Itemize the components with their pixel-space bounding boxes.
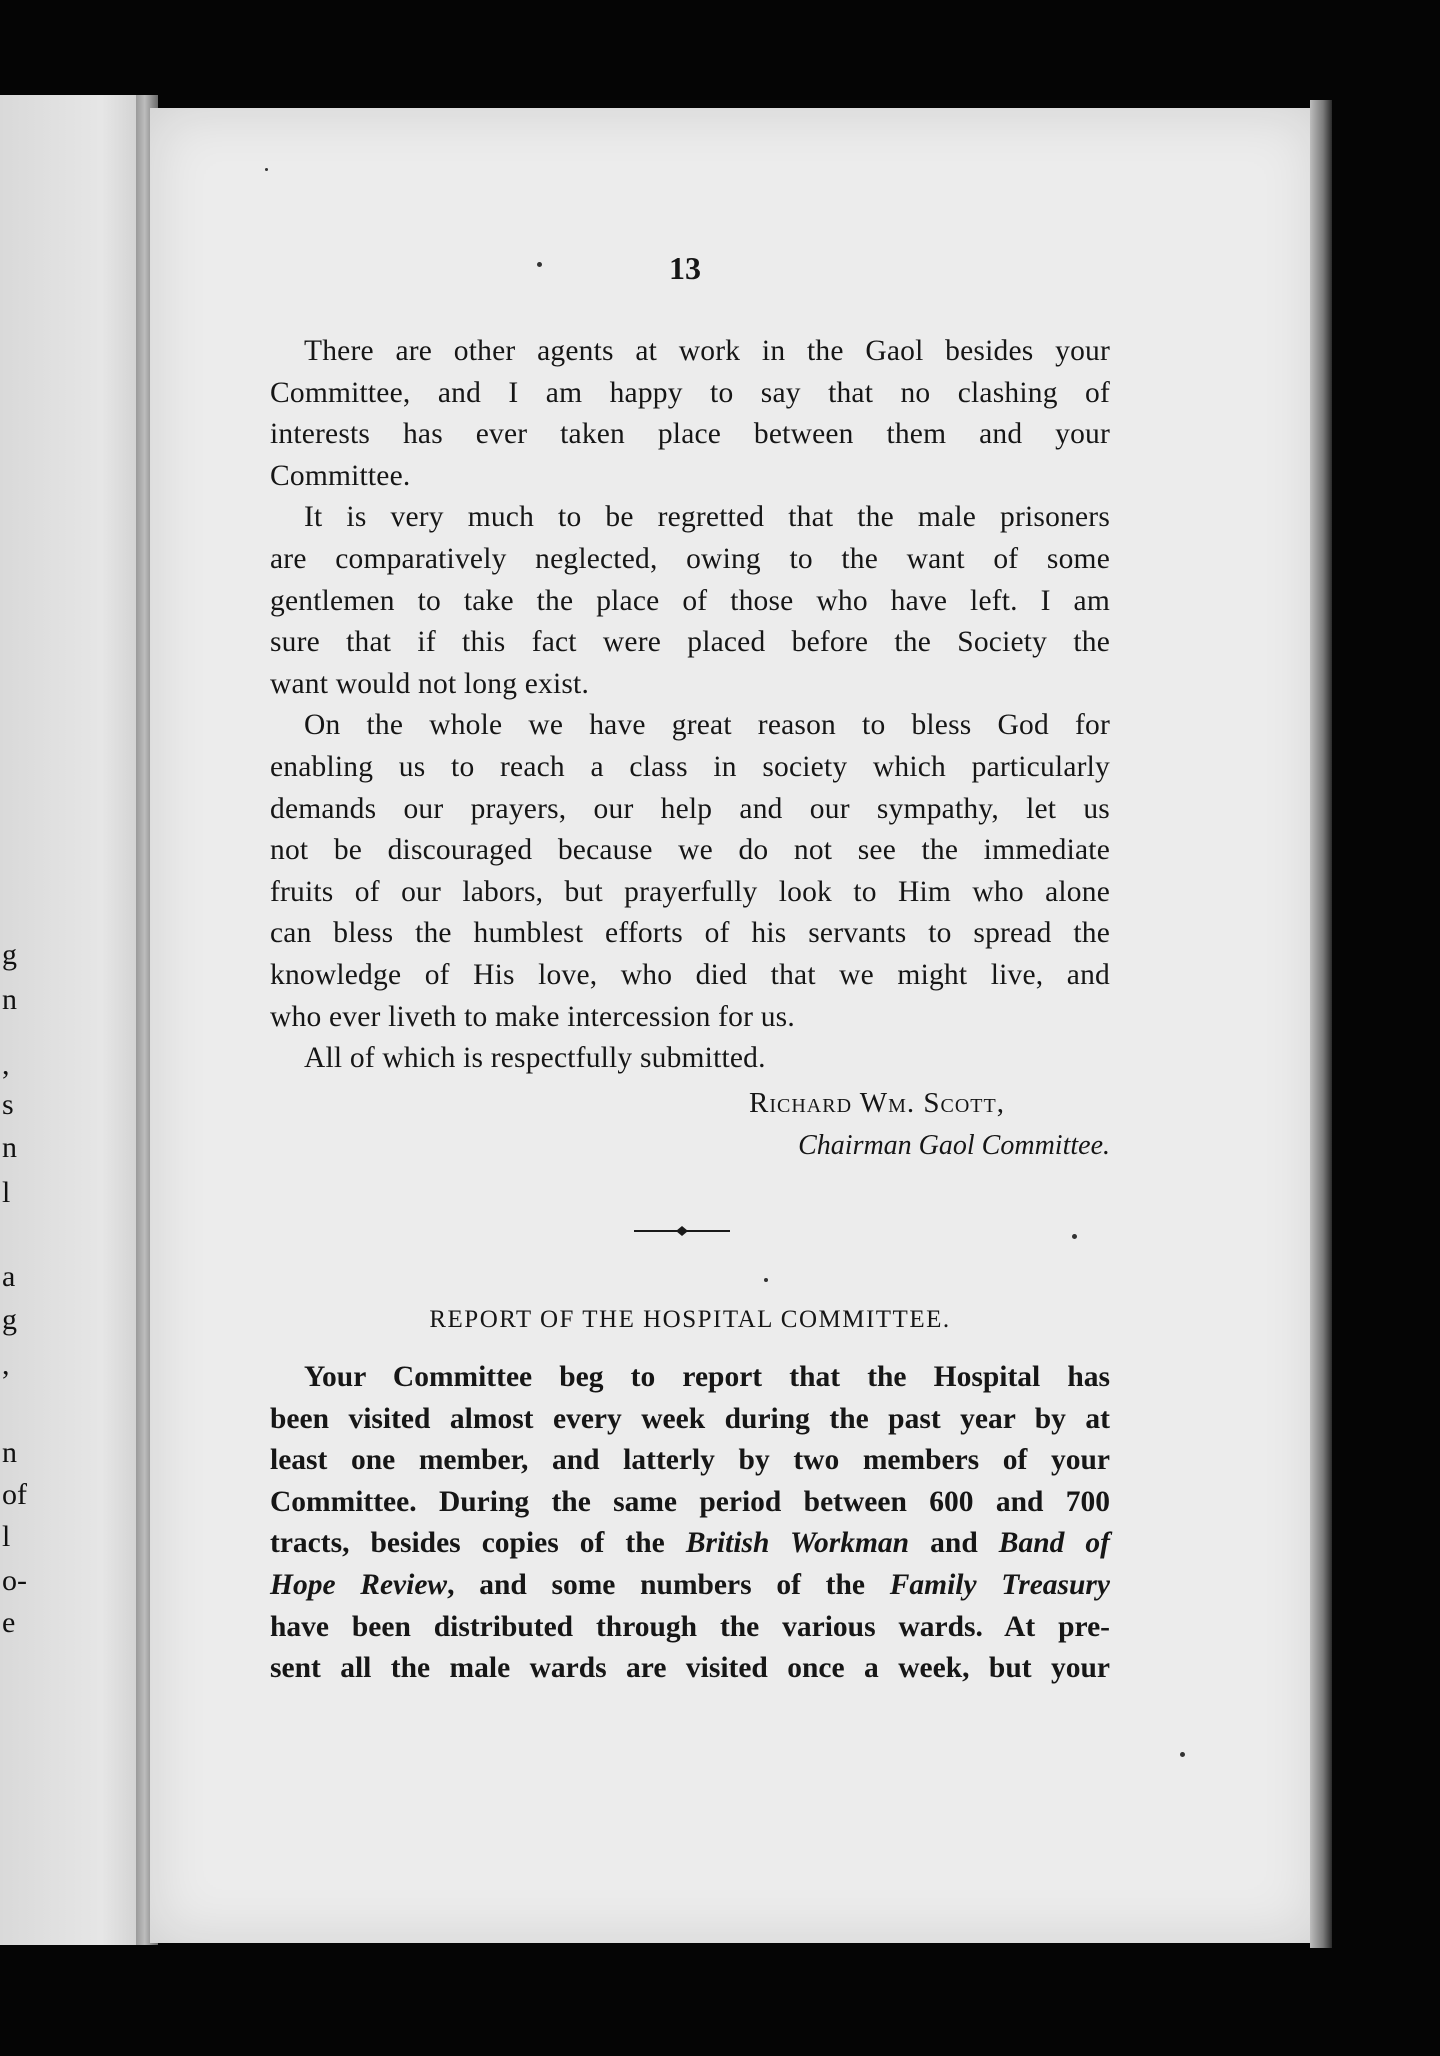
hospital-line: sent all the male wards are visited once a week, but your <box>270 1652 1110 1685</box>
scan-speck <box>764 1278 768 1282</box>
text-line: Committee. <box>270 459 411 492</box>
paragraph-other-agents <box>270 331 1110 497</box>
hospital-line <box>270 1523 1110 1565</box>
hospital-report-heading: REPORT OF THE HOSPITAL COMMITTEE. <box>429 1306 951 1333</box>
hospital-line-text: and <box>930 1527 978 1560</box>
signatory-title: Chairman Gaol Committee. <box>798 1130 1110 1161</box>
gaol-report-body <box>270 331 1110 1080</box>
facing-page-fragment: e <box>2 1606 16 1639</box>
facing-page-fragment: o- <box>2 1564 27 1597</box>
signatory-name: Richard Wm. Scott, <box>749 1087 1005 1119</box>
text-line: want would not long exist. <box>270 667 590 700</box>
scan-speck <box>1180 1752 1185 1757</box>
hospital-line <box>270 1565 1110 1607</box>
hospital-report-body <box>270 1357 1110 1690</box>
text-line: sure that if this fact were placed before the Society the <box>270 626 1110 659</box>
facing-page-fragment: l <box>2 1520 11 1553</box>
hospital-line: least one member, and latterly by two members of your <box>270 1444 1110 1477</box>
publication-title: Hope Review <box>270 1568 448 1601</box>
text-line: are comparatively neglected, owing to the want of some <box>270 542 1110 575</box>
facing-page-fragment: n <box>2 1131 17 1164</box>
facing-page-fragment: n <box>2 983 17 1016</box>
paragraph-on-the-whole <box>270 705 1110 1038</box>
facing-page-fragment: , <box>2 1048 10 1081</box>
text-line: There are other agents at work in the Gaol besides your <box>304 335 1110 367</box>
text-line: It is very much to be regretted that the male prisoners <box>304 501 1110 534</box>
facing-page-fragment: , <box>2 1348 10 1381</box>
facing-page-fragment: g <box>2 1303 17 1336</box>
hospital-line: been visited almost every week during the past year by at <box>270 1402 1110 1435</box>
text-line: demands our prayers, our help and our sympathy, let us <box>270 792 1110 825</box>
text-line: gentlemen to take the place of those who have left. I am <box>270 584 1110 617</box>
text-line: not be discouraged because we do not see the immediate <box>270 834 1110 867</box>
facing-page-text-fragments <box>0 95 30 1945</box>
scan-speck <box>1072 1234 1077 1239</box>
hospital-line-text: tracts, besides copies of the <box>270 1527 665 1560</box>
hospital-line: have been distributed through the various wards. At pre- <box>270 1610 1110 1643</box>
text-line: knowledge of His love, who died that we might live, and <box>270 958 1110 991</box>
hospital-line: Committee. During the same period between 600 and 700 <box>270 1485 1110 1518</box>
facing-page-fragment: a <box>2 1260 16 1293</box>
scan-speck <box>537 262 542 267</box>
scan-speck <box>265 168 268 171</box>
facing-page-fragment: l <box>2 1176 11 1209</box>
text-line: who ever liveth to make intercession for us. <box>270 1000 795 1033</box>
text-line: fruits of our labors, but prayerfully look to Him who alone <box>270 875 1110 908</box>
facing-page-fragment: g <box>2 938 17 971</box>
closing-line: All of which is respectfully submitted. <box>304 1042 766 1075</box>
facing-page-fragment: of <box>2 1478 27 1511</box>
text-line: Committee, and I am happy to say that no clashing of <box>270 376 1110 409</box>
text-line: interests has ever taken place between them and your <box>270 418 1110 451</box>
section-divider-ornament <box>632 1225 732 1237</box>
publication-title: British Workman <box>685 1527 910 1560</box>
facing-page-fragment: n <box>2 1436 17 1469</box>
publication-title: Family Treasury <box>889 1568 1111 1601</box>
facing-page-fragment: s <box>2 1088 14 1121</box>
hospital-line: Your Committee beg to report that the Hospital has <box>304 1361 1110 1393</box>
publication-title: Band of <box>998 1527 1111 1560</box>
page-number: 13 <box>669 250 701 286</box>
text-line: On the whole we have great reason to bless God for <box>304 709 1110 742</box>
text-line: enabling us to reach a class in society which particularly <box>270 750 1110 783</box>
facing-page-edge <box>0 95 145 1945</box>
paragraph-male-prisoners <box>270 497 1110 705</box>
text-line: can bless the humblest efforts of his servants to spread the <box>270 917 1110 950</box>
page-edge-shadow <box>1310 100 1332 1948</box>
hospital-line-text: , and some numbers of the <box>447 1568 865 1601</box>
